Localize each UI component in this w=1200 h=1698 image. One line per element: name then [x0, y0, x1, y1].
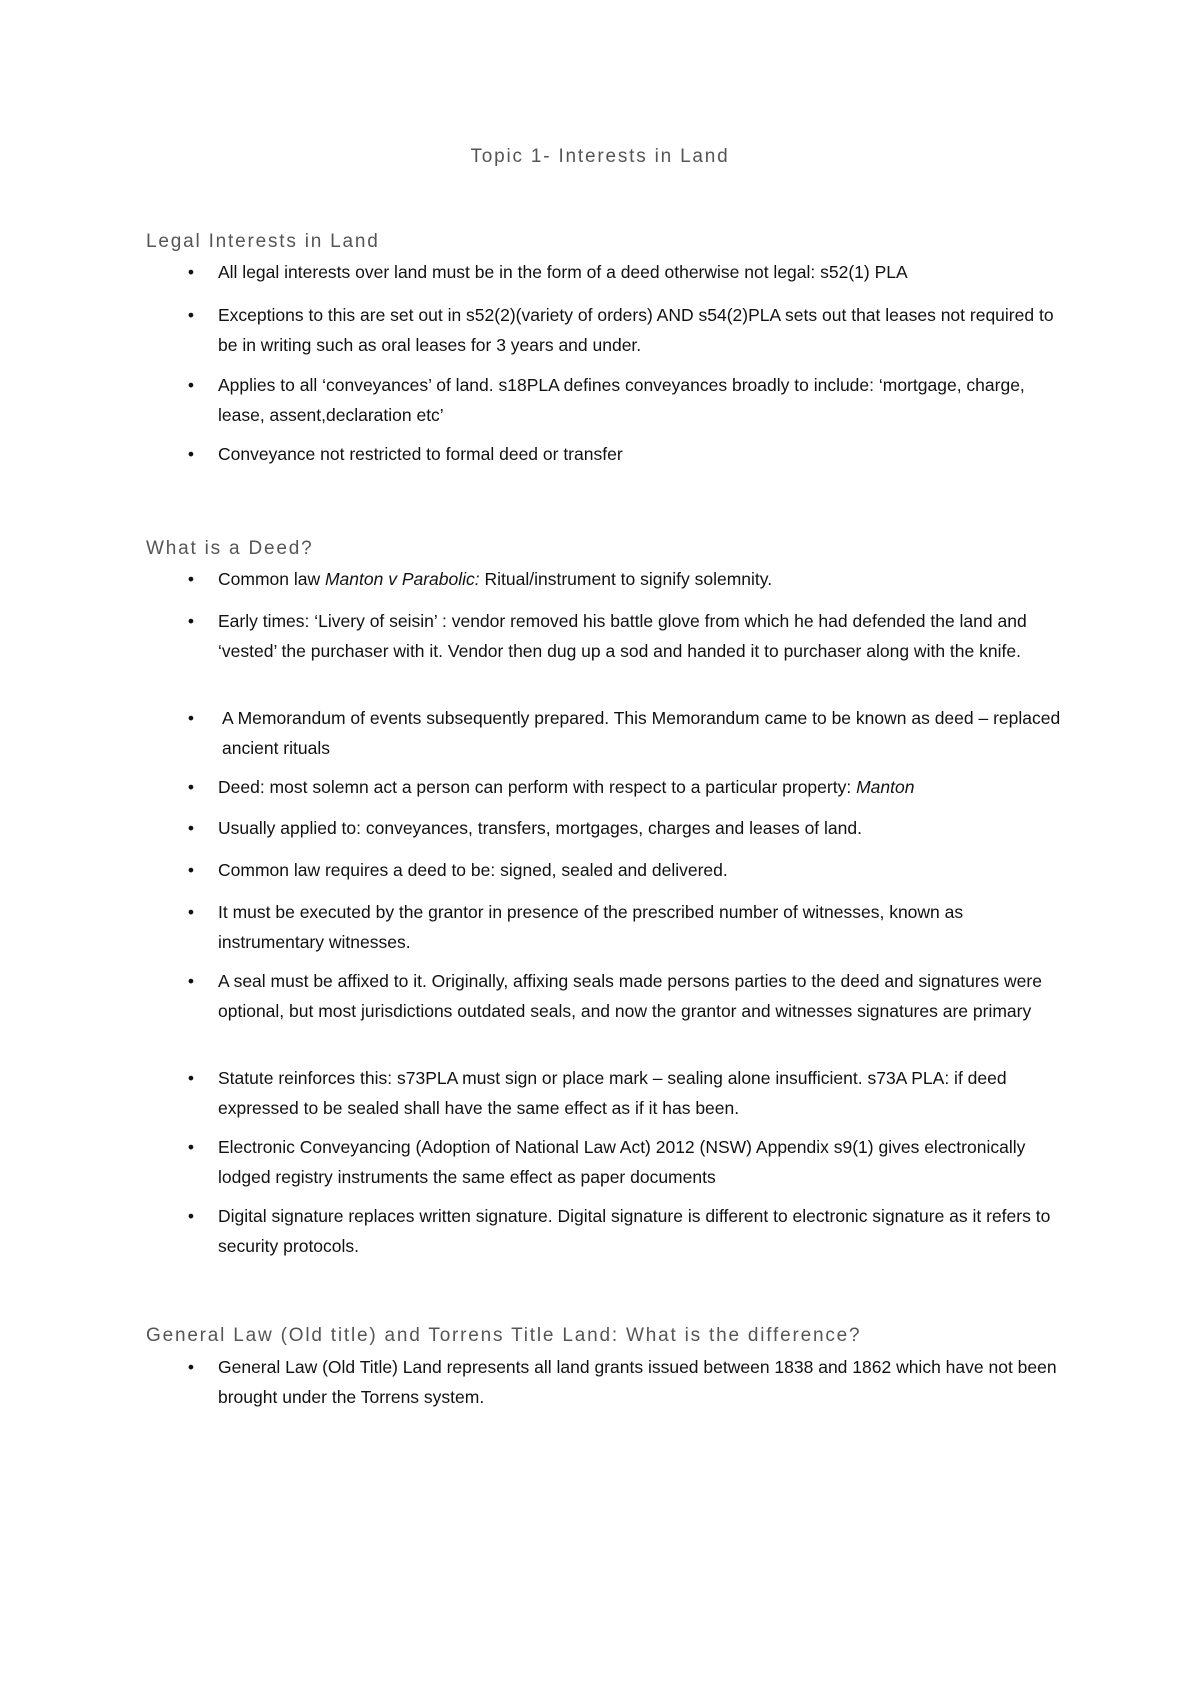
list-item: [186, 966, 1066, 1026]
list-item-text: It must be executed by the grantor in presence of the prescribed number of witnesses, known as instrumentary witnesses.: [218, 902, 964, 952]
list-item-text: Statute reinforces this: s73PLA must sign or place mark – sealing alone insufficient. s73A PLA: if deed expressed to be sealed shall have the same effect as if it has been.: [218, 1068, 1007, 1118]
list-item: [186, 855, 1066, 885]
list-item: [186, 564, 1066, 594]
case-name: Manton: [856, 777, 915, 797]
list-item-text: Usually applied to: conveyances, transfers, mortgages, charges and leases of land.: [218, 818, 862, 838]
list-item-text: Common law Manton v Parabolic: Ritual/instrument to signify solemnity.: [218, 569, 773, 589]
bullet-icon: •: [187, 444, 195, 464]
bullet-icon: •: [187, 971, 195, 991]
bullet-icon: •: [187, 375, 195, 395]
list-item: [186, 703, 1066, 763]
section-heading-what-is-a-deed: What is a Deed?: [146, 538, 314, 559]
bullet-icon: •: [187, 1068, 195, 1088]
list-item: [186, 439, 1066, 469]
bullet-icon: •: [187, 262, 195, 282]
bullet-icon: •: [187, 777, 195, 797]
bullet-icon: •: [187, 305, 195, 325]
list-item: [186, 1063, 1066, 1123]
list-item: [186, 897, 1066, 957]
list-item: [186, 1132, 1066, 1192]
list-item-text: Deed: most solemn act a person can perform with respect to a particular property: Manton: [218, 777, 915, 797]
list-item-text: All legal interests over land must be in the form of a deed otherwise not legal: s52(1) PLA: [218, 262, 908, 282]
bullet-icon: •: [187, 860, 195, 880]
list-item-text: Early times: ‘Livery of seisin’ : vendor removed his battle glove from which he had defended the land and ‘vested’ the purchaser with it. Vendor then dug up a sod and handed it to purchaser along with the knife.: [218, 611, 1027, 661]
section-heading-legal-interests: Legal Interests in Land: [146, 231, 380, 252]
page-title: Topic 1- Interests in Land: [470, 146, 730, 167]
list-item-text: Digital signature replaces written signature. Digital signature is different to electronic signature as it refers to security protocols.: [218, 1206, 1051, 1256]
list-item-text: Common law requires a deed to be: signed, sealed and delivered.: [218, 860, 728, 880]
list-item: [186, 257, 1066, 287]
list-item: [186, 772, 1066, 802]
list-item-text: A Memorandum of events subsequently prepared. This Memorandum came to be known as deed – replaced ancient rituals: [222, 708, 1061, 758]
list-item: [186, 1352, 1066, 1412]
list-item: [186, 813, 1066, 843]
list-item: [186, 606, 1066, 666]
bullet-icon: •: [187, 1137, 195, 1157]
bullet-icon: •: [187, 569, 195, 589]
list-item-text: Exceptions to this are set out in s52(2)(variety of orders) AND s54(2)PLA sets out that leases not required to be in writing such as oral leases for 3 years and under.: [218, 305, 1054, 355]
list-item-text: Applies to all ‘conveyances’ of land. s18PLA defines conveyances broadly to include: ‘mortgage, charge, lease, assent,declaration etc’: [218, 375, 1025, 425]
bullet-icon: •: [187, 1357, 195, 1377]
list-item-text: A seal must be affixed to it. Originally, affixing seals made persons parties to the deed and signatures were optional, but most jurisdictions outdated seals, and now the grantor and witnesses signatures are primary: [218, 971, 1042, 1021]
bullet-icon: •: [187, 818, 195, 838]
bullet-icon: •: [187, 1206, 195, 1226]
list-item-text: General Law (Old Title) Land represents all land grants issued between 1838 and 1862 which have not been brought under the Torrens system.: [218, 1357, 1057, 1407]
bullet-icon: •: [187, 902, 195, 922]
bullet-icon: •: [187, 708, 195, 728]
case-name: Manton v Parabolic:: [324, 569, 480, 589]
list-item: [186, 370, 1066, 430]
bullet-icon: •: [187, 611, 195, 631]
list-item: [186, 300, 1066, 360]
section-heading-general-law-vs-torrens: General Law (Old title) and Torrens Title Land: What is the difference?: [146, 1325, 862, 1346]
list-item: [186, 1201, 1066, 1261]
list-item-text: Conveyance not restricted to formal deed or transfer: [218, 444, 623, 464]
list-item-text: Electronic Conveyancing (Adoption of National Law Act) 2012 (NSW) Appendix s9(1) gives electronically lodged registry instruments the same effect as paper documents: [218, 1137, 1026, 1187]
